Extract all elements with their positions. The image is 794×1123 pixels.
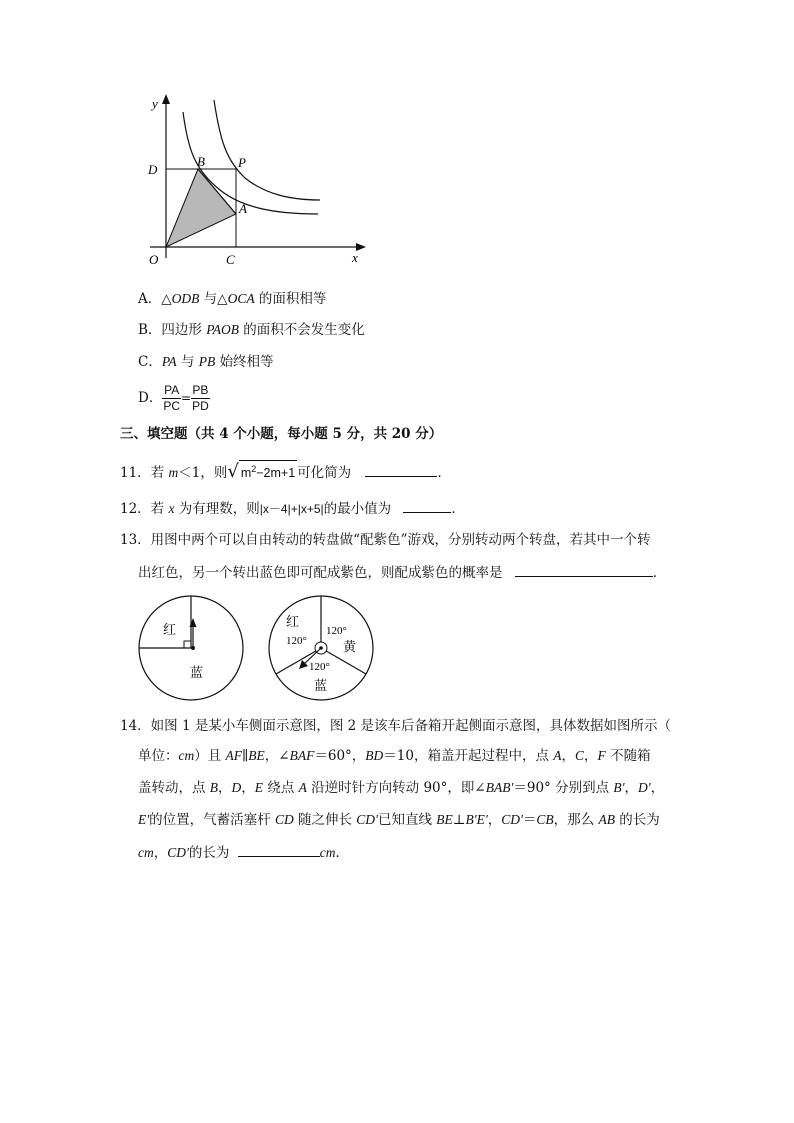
q14-l2-be: BE: [248, 748, 265, 763]
disc-2-red-label: 红: [286, 614, 300, 629]
y-axis-arrow: [162, 94, 170, 104]
q14-l5-cm2: cm: [319, 845, 336, 860]
q14-l3-c: ，: [241, 780, 255, 796]
option-a-text-3: 的面积相等: [254, 291, 327, 307]
x-axis-label: x: [352, 250, 358, 265]
q14-l3-pt-a: A: [298, 780, 307, 795]
outer-hyperbola: [214, 100, 320, 200]
option-d-num-2: PB: [192, 383, 209, 397]
q14-l2-af: AF: [225, 748, 243, 763]
q13-end: ．: [652, 565, 667, 581]
question-14-line-4: [138, 810, 660, 830]
point-p-label: P: [238, 155, 246, 170]
q14-l5-cm: cm: [138, 845, 154, 860]
section-3-heading: 三、填空题（共 4 个小题，每小题 5 分，共 20 分）: [120, 426, 443, 442]
q11-rad-rest: −2m+1: [256, 466, 296, 481]
q14-l2-pt-f: F: [597, 748, 606, 763]
option-d-den-1: PC: [163, 399, 180, 413]
q14-l3-e: 沿逆时针方向转动 90°，即∠: [306, 780, 486, 796]
q11-answer-blank[interactable]: [365, 462, 437, 477]
q13-answer-blank[interactable]: [515, 562, 653, 577]
option-c-text-1: 与: [176, 354, 199, 370]
q14-l4-cb: CB: [536, 812, 554, 827]
q14-l2-baf: BAF: [289, 748, 315, 763]
shaded-triangle: [166, 169, 236, 247]
point-d-label: D: [148, 162, 158, 177]
q14-l4-cd2: CD': [356, 812, 378, 827]
option-a-text-2: 与△: [199, 291, 228, 307]
q14-l4-pt-e2: E': [138, 812, 150, 827]
q14-l3-h: ，: [650, 780, 665, 796]
q11-end: ．: [437, 465, 451, 482]
q12-expression: |x－4|+|x+5|: [259, 502, 324, 516]
option-c-text-2: 始终相等: [215, 354, 274, 370]
q14-l5-end: ．: [335, 845, 349, 861]
disc-1-blue-label: 蓝: [190, 665, 204, 680]
disc-1-center: [191, 646, 195, 650]
option-c-pa: PA: [161, 354, 177, 369]
q14-l4-h: 的长为: [614, 812, 660, 828]
q14-l2-e: ＝60°，: [314, 748, 366, 764]
q11-rad-m: m: [240, 466, 252, 481]
q14-l2-g: ，: [561, 748, 576, 764]
option-d-fraction-2: [191, 383, 210, 414]
question-12: [120, 498, 465, 519]
disc-1-red-label: 红: [163, 622, 177, 637]
q14-l3-pt-d: D: [231, 780, 242, 795]
q14-l4-c: 已知直线: [377, 812, 437, 828]
question-13-line-2: [138, 562, 666, 583]
q14-l3-pt-b: B: [209, 780, 219, 795]
q11-rad-exp: 2: [251, 464, 257, 474]
q14-l4-ab: AB: [598, 812, 615, 827]
option-d: [138, 381, 210, 415]
disc-2-angle-left: 120°: [286, 635, 307, 647]
option-a-oca: OCA: [227, 291, 255, 306]
q14-l5-a: ，: [153, 845, 168, 861]
option-a-text-1: △: [161, 291, 172, 307]
disc-2-angle-right: 120°: [326, 625, 347, 637]
question-14-line-2: [138, 746, 651, 766]
q12-end: ．: [451, 501, 465, 517]
option-b-text-2: 的面积不会发生变化: [238, 322, 365, 338]
point-a-label: A: [239, 201, 247, 216]
option-b-paob: PAOB: [206, 322, 239, 337]
q14-l4-a: 的位置，气蓄活塞杆: [149, 812, 275, 828]
q14-l2-b: ）且: [194, 748, 226, 764]
question-14-line-1: 14．如图 1 是某小车侧面示意图，图 2 是该车后备箱开起侧面示意图，具体数据如图所示（: [120, 718, 672, 734]
sqrt-symbol: √: [227, 461, 239, 483]
option-d-num-1: PA: [164, 383, 180, 397]
hyperbola-graph: [130, 90, 380, 270]
option-d-fraction-1: [162, 383, 181, 414]
q12-answer-blank[interactable]: [403, 498, 451, 513]
disc-2-blue-label: 蓝: [314, 678, 328, 693]
option-c-prefix: C．: [138, 354, 162, 370]
q12-prefix: 12．若: [120, 501, 169, 517]
option-b-prefix: B．: [138, 322, 162, 338]
option-b-text-1: 四边形: [161, 322, 207, 338]
q14-l4-g: ，那么: [553, 812, 599, 828]
q14-l2-i: 不随箱: [605, 748, 651, 764]
q11-prefix: 11．若: [120, 465, 169, 482]
q14-l4-perp: ⊥: [452, 812, 466, 828]
y-axis-label: y: [152, 96, 158, 111]
q14-l5-b: 的长为: [188, 845, 230, 861]
q12-mid: 为有理数，则: [174, 501, 260, 517]
right-angle-mark: [184, 641, 191, 648]
q14-l3-angle: BAB': [485, 780, 514, 795]
q14-l2-parallel: ∥: [242, 748, 249, 764]
q14-l3-g: ，: [624, 780, 639, 796]
q14-l3-b: ，: [218, 780, 232, 796]
disc-2-yellow-label: 黄: [343, 639, 357, 654]
q14-l4-be: BE: [436, 812, 453, 827]
q14-l2-f: ＝10，箱盖开起过程中，点: [383, 748, 554, 764]
q14-l2-h: ，: [584, 748, 598, 764]
option-a-prefix: A．: [138, 291, 162, 307]
option-d-den-2: PD: [192, 399, 209, 413]
q14-l4-cd3: CD': [501, 812, 523, 827]
option-c: [138, 352, 274, 372]
spinner-discs: [136, 594, 396, 704]
q14-l4-cd: CD: [274, 812, 294, 827]
q14-l3-d: 绕点: [263, 780, 299, 796]
q14-l3-f: ＝90° 分别到点: [513, 780, 614, 796]
disc-2-center: [319, 646, 323, 650]
q14-l2-pt-c: C: [575, 748, 585, 763]
option-a: [138, 289, 326, 309]
q14-l3-pt-b2: B': [613, 780, 625, 795]
point-c-label: C: [226, 252, 235, 267]
q14-answer-blank[interactable]: [238, 842, 320, 857]
origin-label: O: [149, 252, 159, 267]
question-14-line-5: [138, 842, 349, 863]
q11-condition: ＜1，则: [178, 465, 228, 482]
option-a-odb: ODB: [171, 291, 200, 306]
q13-line-2-text: 出红色，另一个转出蓝色即可配成紫色，则配成紫色的概率是: [138, 565, 503, 581]
disc-2-angle-bottom: 120°: [309, 661, 330, 673]
q14-l2-d: ，∠: [264, 748, 290, 764]
q11-radicand: [239, 460, 297, 481]
q14-l2-a: 单位：: [138, 748, 179, 764]
option-c-pb: PB: [198, 354, 216, 369]
question-14-line-3: [138, 778, 664, 798]
q14-l2-pt-a: A: [553, 748, 562, 763]
q14-l4-b: 随之伸长: [293, 812, 357, 828]
q14-l2-cm: cm: [178, 748, 195, 763]
q11-suffix: 可化简为: [297, 465, 352, 482]
q14-l2-bd: BD: [365, 748, 384, 763]
question-11: [120, 460, 451, 483]
q14-l3-a: 盖转动，点: [138, 780, 210, 796]
option-b: [138, 320, 365, 340]
q14-l4-be2: B'E': [465, 812, 488, 827]
q12-var-x: x: [168, 501, 175, 516]
q14-l4-e: ，: [487, 812, 502, 828]
q14-l4-f: ＝: [522, 812, 537, 828]
q11-var-m: m: [168, 465, 179, 481]
q14-l5-cd: CD': [167, 845, 189, 860]
q12-suffix: 的最小值为: [323, 501, 392, 517]
q14-l3-pt-e: E: [254, 780, 264, 795]
question-13-line-1: 13．用图中两个可以自由转动的转盘做“配紫色”游戏，分别转动两个转盘，若其中一个转: [120, 532, 651, 548]
point-b-label: B: [197, 154, 205, 169]
option-d-prefix: D．: [138, 390, 163, 406]
option-d-equals: =: [181, 391, 192, 405]
q14-l3-pt-d2: D': [638, 780, 651, 795]
